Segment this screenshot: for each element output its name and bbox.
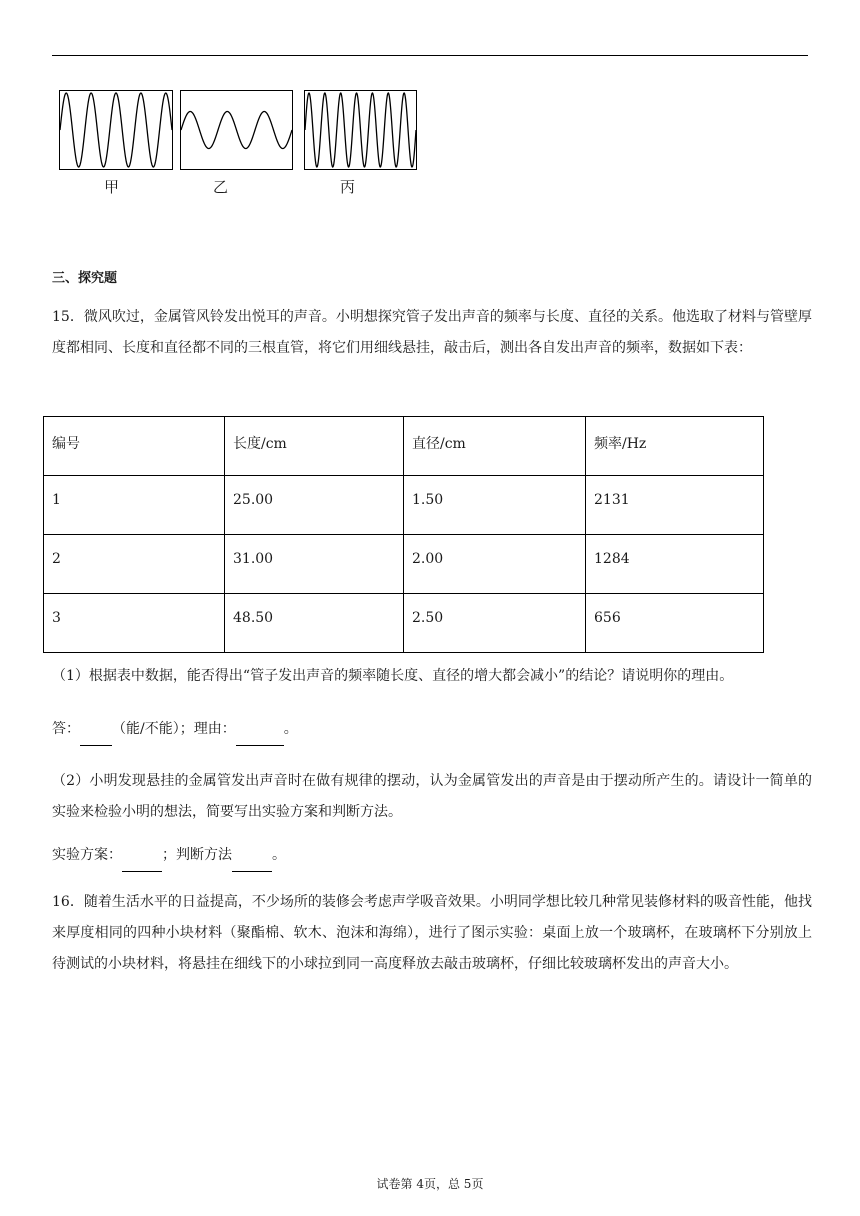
table-cell: 1.50 bbox=[404, 476, 586, 535]
wave-box-yi bbox=[180, 90, 293, 170]
data-table bbox=[43, 416, 764, 653]
table-cell: 2131 bbox=[586, 476, 764, 535]
page-footer: 试卷第 4页，总 5页 bbox=[376, 1177, 484, 1191]
table-cell: 48.50 bbox=[225, 594, 404, 653]
q16-text: 16．随着生活水平的日益提高，不少场所的装修会考虑声学吸音效果。小明同学想比较几种常见装修材料的吸音性能，他找来厚度相同的四种小块材料（聚酯棉、软木、泡沫和海绵），进行了图示实验：桌面上放一个玻璃杯，在玻璃杯下分别放上待测试的小块材料，将悬挂在细线下的小球拉到同一高度释放去敲击玻璃杯，仔细比较玻璃杯发出的声音大小。 bbox=[52, 894, 812, 972]
section-title: 三、探究题 bbox=[52, 271, 118, 286]
q15-intro: 15．微风吹过，金属管风铃发出悦耳的声音。小明想探究管子发出声音的频率与长度、直径的关系。他选取了材料与管壁厚度都相同、长度和直径都不同的三根直管，将它们用细线悬挂，敲击后，测出各自发出声音的频率，数据如下表： bbox=[52, 309, 812, 356]
answer1-end: 。 bbox=[283, 721, 298, 737]
wave-label-yi: 乙 bbox=[213, 178, 229, 196]
table-cell: 25.00 bbox=[225, 476, 404, 535]
answer2-end: 。 bbox=[272, 847, 286, 863]
table-header-cell: 编号 bbox=[44, 417, 225, 476]
wave-jia-path bbox=[60, 93, 172, 167]
q15-answer1 bbox=[52, 714, 812, 746]
table-cell: 1284 bbox=[586, 535, 764, 594]
table-row bbox=[44, 594, 764, 653]
wave-yi-path bbox=[181, 112, 292, 149]
wave-yi bbox=[181, 91, 292, 169]
table-header-row bbox=[44, 417, 764, 476]
answer2-blank-method[interactable] bbox=[232, 840, 272, 872]
table-cell: 2 bbox=[44, 535, 225, 594]
answer1-blank-reason[interactable] bbox=[236, 714, 284, 746]
wave-box-jia bbox=[59, 90, 173, 170]
header-rule bbox=[52, 55, 808, 56]
wave-box-bing bbox=[304, 90, 417, 170]
table-cell: 31.00 bbox=[225, 535, 404, 594]
q15-part2: （2）小明发现悬挂的金属管发出声音时在做有规律的摆动，认为金属管发出的声音是由于摆动所产生的。请设计一简单的实验来检验小明的想法，简要写出实验方案和判断方法。 bbox=[52, 773, 812, 820]
wave-bing bbox=[305, 91, 416, 169]
q15-part1: （1）根据表中数据，能否得出“管子发出声音的频率随长度、直径的增大都会减小”的结论？请说明你的理由。 bbox=[52, 668, 734, 684]
answer2-blank-plan[interactable] bbox=[122, 840, 162, 872]
answer1-blank-can[interactable] bbox=[80, 714, 112, 746]
q15-answer2 bbox=[52, 840, 812, 872]
wave-bing-path bbox=[305, 93, 416, 167]
answer1-mid: （能/不能）；理由： bbox=[112, 721, 236, 737]
table-header-cell: 直径/cm bbox=[404, 417, 586, 476]
answer1-prefix: 答： bbox=[52, 721, 80, 737]
table-cell: 2.50 bbox=[404, 594, 586, 653]
table-header-cell: 长度/cm bbox=[225, 417, 404, 476]
wave-jia bbox=[60, 91, 172, 169]
wave-label-jia: 甲 bbox=[104, 178, 120, 196]
table-cell: 1 bbox=[44, 476, 225, 535]
table-cell: 2.00 bbox=[404, 535, 586, 594]
table-row bbox=[44, 535, 764, 594]
table-cell: 3 bbox=[44, 594, 225, 653]
answer2-mid: ；判断方法 bbox=[162, 847, 232, 863]
answer2-prefix: 实验方案： bbox=[52, 847, 122, 863]
table-cell: 656 bbox=[586, 594, 764, 653]
wave-label-bing: 丙 bbox=[340, 178, 356, 196]
table-row bbox=[44, 476, 764, 535]
table-header-cell: 频率/Hz bbox=[586, 417, 764, 476]
